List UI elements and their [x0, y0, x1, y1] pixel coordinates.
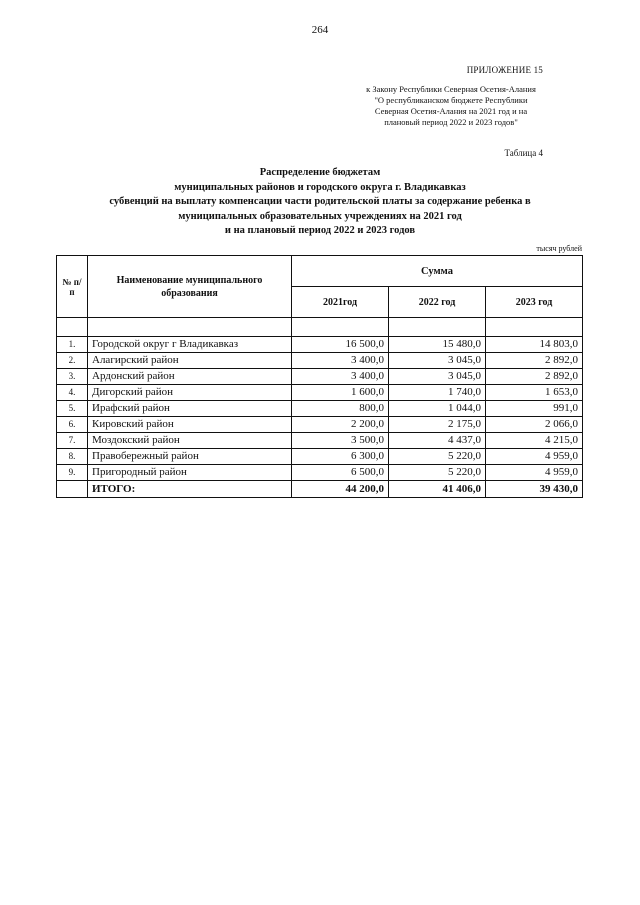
row-number: 3. [57, 369, 88, 385]
row-value-2023: 991,0 [486, 401, 583, 417]
total-2021: 44 200,0 [292, 481, 389, 498]
header-year-2023: 2023 год [486, 287, 583, 318]
table-row [57, 353, 583, 369]
header-year-2021: 2021год [292, 287, 389, 318]
document-title [60, 166, 580, 239]
row-name: Кировский район [88, 417, 292, 433]
total-number-cell [57, 481, 88, 498]
total-label: ИТОГО: [88, 481, 292, 498]
row-number: 6. [57, 417, 88, 433]
row-number: 1. [57, 337, 88, 353]
table-row [57, 449, 583, 465]
total-2022: 41 406,0 [389, 481, 486, 498]
row-value-2022: 3 045,0 [389, 369, 486, 385]
spacer-row [57, 318, 583, 337]
header-name: Наименование муниципального образования [88, 256, 292, 318]
row-value-2021: 3 400,0 [292, 353, 389, 369]
table-row [57, 433, 583, 449]
row-name: Ардонский район [88, 369, 292, 385]
law-reference-line: Северная Осетия-Алания на 2021 год и на [374, 106, 528, 116]
row-value-2023: 2 066,0 [486, 417, 583, 433]
table-row [57, 401, 583, 417]
row-value-2022: 1 740,0 [389, 385, 486, 401]
row-value-2021: 3 400,0 [292, 369, 389, 385]
units-label: тысяч рублей [536, 244, 582, 253]
title-line: муниципальных образовательных учреждениях на 2021 год [178, 210, 462, 222]
row-name: Моздокский район [88, 433, 292, 449]
law-reference [326, 84, 576, 128]
row-number: 9. [57, 465, 88, 481]
row-value-2021: 2 200,0 [292, 417, 389, 433]
page-number: 264 [311, 24, 329, 36]
table-row [57, 385, 583, 401]
row-value-2021: 16 500,0 [292, 337, 389, 353]
row-value-2022: 4 437,0 [389, 433, 486, 449]
header-year-2022: 2022 год [389, 287, 486, 318]
row-number: 2. [57, 353, 88, 369]
law-reference-line: "О республиканском бюджете Республики [374, 95, 528, 105]
row-value-2023: 14 803,0 [486, 337, 583, 353]
row-value-2023: 2 892,0 [486, 369, 583, 385]
row-name: Дигорский район [88, 385, 292, 401]
table-label: Таблица 4 [504, 148, 543, 158]
row-value-2021: 6 300,0 [292, 449, 389, 465]
header-sum: Сумма [292, 256, 583, 287]
row-number: 8. [57, 449, 88, 465]
title-line: субвенций на выплату компенсации части родительской платы за содержание ребенка в [109, 196, 531, 207]
title-line: и на плановый период 2022 и 2023 годов [224, 225, 416, 236]
table-row [57, 369, 583, 385]
row-value-2021: 6 500,0 [292, 465, 389, 481]
row-value-2022: 15 480,0 [389, 337, 486, 353]
row-value-2022: 1 044,0 [389, 401, 486, 417]
title-line: муниципальных районов и городского округа г. Владикавказ [174, 181, 466, 193]
table-row [57, 337, 583, 353]
row-value-2023: 4 959,0 [486, 465, 583, 481]
law-reference-line: плановый период 2022 и 2023 годов" [384, 117, 518, 127]
row-value-2021: 1 600,0 [292, 385, 389, 401]
row-value-2022: 5 220,0 [389, 465, 486, 481]
row-value-2022: 3 045,0 [389, 353, 486, 369]
row-name: Городской округ г Владикавказ [88, 337, 292, 353]
row-value-2021: 3 500,0 [292, 433, 389, 449]
row-number: 4. [57, 385, 88, 401]
title-line: Распределение бюджетам [259, 167, 381, 178]
table-row [57, 465, 583, 481]
table-row [57, 417, 583, 433]
budget-table [56, 255, 583, 498]
header-number: № п/п [57, 256, 88, 318]
row-name: Алагирский район [88, 353, 292, 369]
row-value-2023: 4 215,0 [486, 433, 583, 449]
total-row [57, 481, 583, 498]
row-name: Ирафский район [88, 401, 292, 417]
row-name: Правобережный район [88, 449, 292, 465]
row-value-2023: 2 892,0 [486, 353, 583, 369]
row-value-2021: 800,0 [292, 401, 389, 417]
row-name: Пригородный район [88, 465, 292, 481]
row-value-2023: 4 959,0 [486, 449, 583, 465]
row-value-2022: 2 175,0 [389, 417, 486, 433]
appendix-label: ПРИЛОЖЕНИЕ 15 [466, 65, 543, 75]
row-number: 5. [57, 401, 88, 417]
row-number: 7. [57, 433, 88, 449]
law-reference-line: к Закону Республики Северная Осетия-Алания [366, 84, 536, 94]
row-value-2022: 5 220,0 [389, 449, 486, 465]
total-2023: 39 430,0 [486, 481, 583, 498]
row-value-2023: 1 653,0 [486, 385, 583, 401]
